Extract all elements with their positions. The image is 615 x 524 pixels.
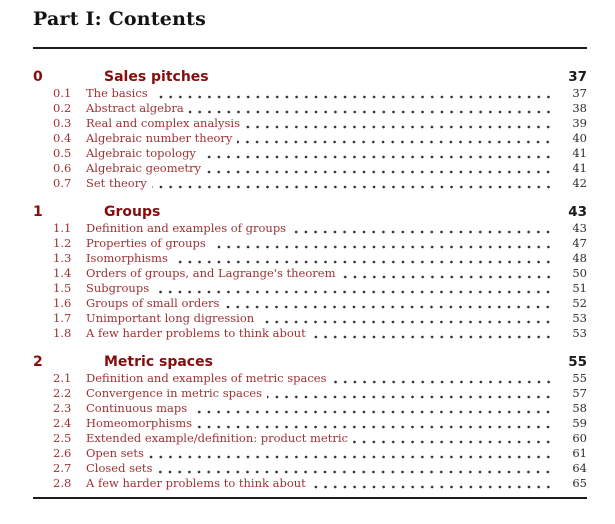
dot-leader (197, 421, 553, 431)
entry-number: 2.4 (53, 416, 72, 430)
entry-page-number: 52 (572, 296, 587, 310)
dot-leader (291, 226, 553, 236)
entry-title: Subgroups (86, 281, 150, 295)
entry-page-number: 65 (572, 476, 587, 490)
toc-content (33, 0, 587, 499)
entry-number: 2.1 (53, 371, 72, 385)
entry-page-number: 40 (572, 131, 587, 145)
toc-section-row[interactable] (33, 354, 587, 371)
toc-entry-row[interactable] (33, 476, 587, 491)
entry-page-number: 53 (572, 326, 587, 340)
entry-page-number: 53 (572, 311, 587, 325)
entry-number: 2.8 (53, 476, 72, 490)
dot-leader (192, 406, 553, 416)
entry-title: Properties of groups (86, 236, 206, 250)
toc-entry-row[interactable] (33, 146, 587, 161)
toc-entry-row[interactable] (33, 446, 587, 461)
toc-entry-row[interactable] (33, 296, 587, 311)
toc-entry-row[interactable] (33, 251, 587, 266)
entry-page-number: 39 (572, 116, 587, 130)
entry-number: 2.7 (53, 461, 72, 475)
toc-entry-row[interactable] (33, 131, 587, 146)
entry-title: Definition and examples of metric spaces (86, 371, 327, 385)
entry-number: 2.2 (53, 386, 72, 400)
toc-section (33, 354, 587, 491)
entry-page-number: 59 (572, 416, 587, 430)
dot-leader (311, 331, 553, 341)
entry-number: 1.4 (53, 266, 72, 280)
entry-page-number: 61 (572, 446, 587, 460)
toc-entry-row[interactable] (33, 281, 587, 296)
entry-page-number: 51 (572, 281, 587, 295)
section-title: Groups (104, 204, 161, 220)
entry-page-number: 42 (572, 176, 587, 190)
entry-title: Algebraic number theory (86, 131, 233, 145)
dot-leader (259, 316, 553, 326)
entry-number: 1.3 (53, 251, 72, 265)
entry-page-number: 41 (572, 161, 587, 175)
toc-entry-row[interactable] (33, 311, 587, 326)
toc-entry-row[interactable] (33, 116, 587, 131)
dot-leader (149, 451, 553, 461)
entry-page-number: 64 (572, 461, 587, 475)
dot-leader (153, 91, 553, 101)
entry-number: 0.3 (53, 116, 72, 130)
dot-leader (201, 151, 553, 161)
section-page-number: 43 (568, 204, 587, 220)
entry-title: Extended example/definition: product metric (86, 431, 348, 445)
dot-leader (206, 166, 553, 176)
entry-number: 0.4 (53, 131, 72, 145)
section-number: 1 (33, 204, 43, 220)
toc-entry-row[interactable] (33, 371, 587, 386)
entry-page-number: 41 (572, 146, 587, 160)
entry-title: A few harder problems to think about (86, 326, 306, 340)
top-rule (33, 47, 587, 49)
entry-number: 0.1 (53, 86, 72, 100)
entry-number: 2.3 (53, 401, 72, 415)
section-title: Metric spaces (104, 354, 213, 370)
toc-entry-row[interactable] (33, 461, 587, 476)
entry-page-number: 47 (572, 236, 587, 250)
section-number: 0 (33, 69, 43, 85)
entry-number: 2.5 (53, 431, 72, 445)
entry-title: Open sets (86, 446, 144, 460)
entry-page-number: 37 (572, 86, 587, 100)
toc-entry-row[interactable] (33, 386, 587, 401)
entry-title: Closed sets (86, 461, 153, 475)
entry-number: 1.8 (53, 326, 72, 340)
entry-title: A few harder problems to think about (86, 476, 306, 490)
entry-page-number: 50 (572, 266, 587, 280)
dot-leader (311, 481, 553, 491)
dot-leader (152, 181, 553, 191)
entry-number: 0.6 (53, 161, 72, 175)
entry-number: 1.1 (53, 221, 72, 235)
entry-title: Unimportant long digression (86, 311, 255, 325)
entry-page-number: 58 (572, 401, 587, 415)
toc-section-row[interactable] (33, 69, 587, 86)
toc-entry-row[interactable] (33, 176, 587, 191)
dot-leader (353, 436, 553, 446)
entry-title: Real and complex analysis (86, 116, 240, 130)
entry-title: Abstract algebra (86, 101, 184, 115)
entry-title: Definition and examples of groups (86, 221, 287, 235)
toc-section (33, 69, 587, 191)
dot-leader (341, 271, 554, 281)
entry-title: Orders of groups, and Lagrange's theorem (86, 266, 336, 280)
section-page-number: 37 (568, 69, 587, 85)
toc-entry-row[interactable] (33, 236, 587, 251)
dot-leader (237, 136, 553, 146)
entry-title: Algebraic geometry (86, 161, 202, 175)
toc-list (33, 69, 587, 491)
dot-leader (267, 391, 553, 401)
section-number: 2 (33, 354, 43, 370)
entry-page-number: 60 (572, 431, 587, 445)
dot-leader (173, 256, 553, 266)
dot-leader (157, 466, 553, 476)
entry-title: Set theory (86, 176, 147, 190)
section-page-number: 55 (568, 354, 587, 370)
toc-entry-row[interactable] (33, 326, 587, 341)
dot-leader (154, 286, 553, 296)
entry-number: 1.5 (53, 281, 72, 295)
dot-leader (332, 376, 553, 386)
section-title: Sales pitches (104, 69, 209, 85)
toc-entry-row[interactable] (33, 401, 587, 416)
entry-page-number: 57 (572, 386, 587, 400)
entry-page-number: 48 (572, 251, 587, 265)
toc-entry-row[interactable] (33, 431, 587, 446)
dot-leader (224, 301, 553, 311)
toc-section (33, 204, 587, 341)
entry-number: 0.2 (53, 101, 72, 115)
entry-title: Isomorphisms (86, 251, 168, 265)
entry-number: 2.6 (53, 446, 72, 460)
toc-entry-row[interactable] (33, 221, 587, 236)
entry-page-number: 55 (572, 371, 587, 385)
toc-entry-row[interactable] (33, 101, 587, 116)
dot-leader (211, 241, 553, 251)
entry-title: Continuous maps (86, 401, 188, 415)
entry-title: The basics (86, 86, 148, 100)
entry-title: Convergence in metric spaces (86, 386, 263, 400)
toc-entry-row[interactable] (33, 161, 587, 176)
part-title: Part I: Contents (33, 8, 206, 30)
entry-number: 0.5 (53, 146, 72, 160)
entry-number: 1.2 (53, 236, 72, 250)
entry-number: 1.7 (53, 311, 72, 325)
toc-entry-row[interactable] (33, 416, 587, 431)
toc-entry-row[interactable] (33, 86, 587, 101)
entry-title: Homeomorphisms (86, 416, 193, 430)
toc-section-row[interactable] (33, 204, 587, 221)
entry-page-number: 43 (572, 221, 587, 235)
entry-page-number: 38 (572, 101, 587, 115)
dot-leader (189, 106, 553, 116)
entry-title: Algebraic topology (86, 146, 196, 160)
entry-number: 0.7 (53, 176, 72, 190)
dot-leader (245, 121, 553, 131)
bottom-rule (33, 497, 587, 499)
entry-title: Groups of small orders (86, 296, 220, 310)
toc-entry-row[interactable] (33, 266, 587, 281)
entry-number: 1.6 (53, 296, 72, 310)
